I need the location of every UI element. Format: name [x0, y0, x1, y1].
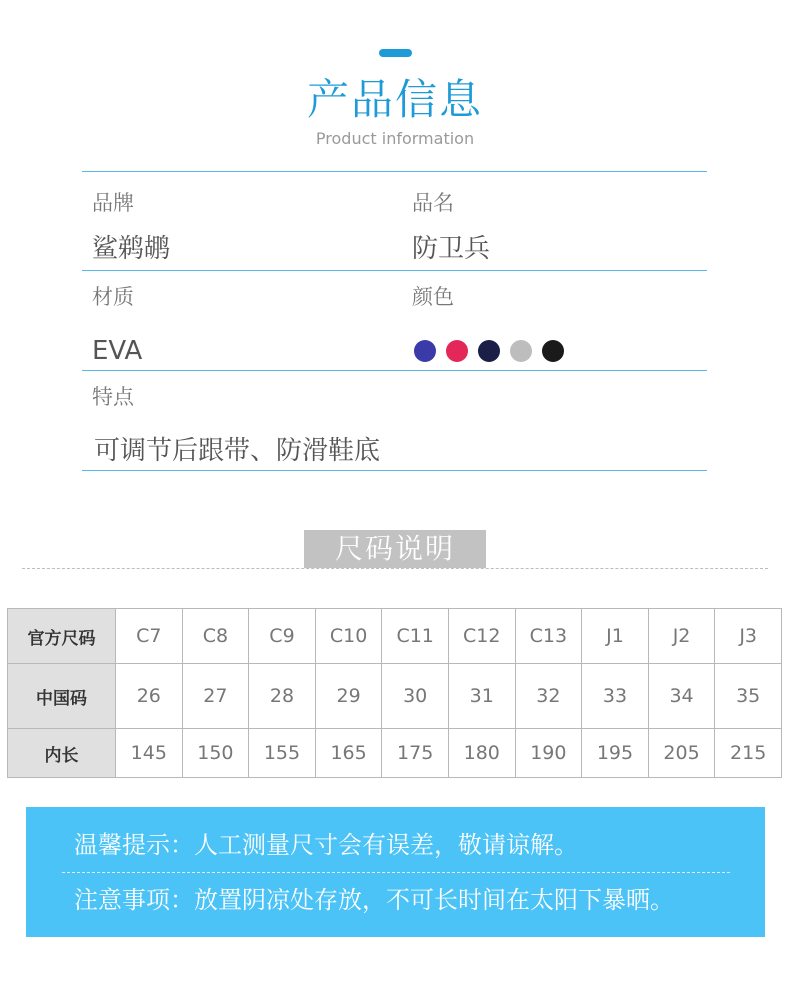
color-swatch: [478, 340, 500, 362]
table-cell: J3: [715, 609, 782, 664]
table-cell: 205: [648, 729, 715, 778]
table-cell: 26: [116, 664, 183, 729]
table-cell: C10: [315, 609, 382, 664]
row-header: 内长: [8, 729, 116, 778]
table-cell: 27: [182, 664, 249, 729]
notice-caution: 注意事项：放置阴凉处存放，不可长时间在太阳下暴晒。: [74, 886, 674, 914]
table-cell: 32: [515, 664, 582, 729]
divider: [82, 270, 707, 271]
table-cell: 155: [249, 729, 316, 778]
brand-label: 品牌: [92, 191, 134, 215]
table-cell: 195: [582, 729, 649, 778]
table-cell: 29: [315, 664, 382, 729]
dashed-divider: [22, 568, 768, 569]
size-section-heading: 尺码说明: [304, 530, 486, 568]
table-cell: 150: [182, 729, 249, 778]
color-swatch: [510, 340, 532, 362]
table-cell: 35: [715, 664, 782, 729]
table-cell: 190: [515, 729, 582, 778]
table-cell: J1: [582, 609, 649, 664]
size-table: [7, 608, 782, 778]
table-row: [8, 609, 782, 664]
material-label: 材质: [92, 285, 134, 309]
table-row: [8, 729, 782, 778]
material-value: EVA: [92, 336, 143, 366]
color-swatch: [414, 340, 436, 362]
color-swatch: [542, 340, 564, 362]
feature-label: 特点: [92, 385, 134, 409]
divider: [82, 171, 707, 172]
table-cell: C9: [249, 609, 316, 664]
table-cell: J2: [648, 609, 715, 664]
table-cell: C13: [515, 609, 582, 664]
table-cell: C11: [382, 609, 449, 664]
divider: [82, 370, 707, 371]
table-cell: 28: [249, 664, 316, 729]
color-label: 颜色: [412, 285, 454, 309]
table-cell: 175: [382, 729, 449, 778]
table-cell: 165: [315, 729, 382, 778]
notice-box: [26, 807, 765, 937]
page-title: 产品信息: [306, 75, 483, 124]
table-cell: 34: [648, 664, 715, 729]
title-accent-bar: [379, 49, 412, 57]
table-cell: 30: [382, 664, 449, 729]
table-cell: C7: [116, 609, 183, 664]
feature-value: 可调节后跟带、防滑鞋底: [94, 436, 381, 466]
page-subtitle: Product information: [315, 129, 475, 148]
table-cell: 145: [116, 729, 183, 778]
table-cell: 33: [582, 664, 649, 729]
row-header: 官方尺码: [8, 609, 116, 664]
table-cell: 215: [715, 729, 782, 778]
table-cell: 180: [448, 729, 515, 778]
brand-value: 鲨鹈鹕: [92, 234, 171, 264]
name-label: 品名: [412, 191, 454, 215]
table-cell: 31: [448, 664, 515, 729]
color-swatch: [446, 340, 468, 362]
table-cell: C8: [182, 609, 249, 664]
table-row: [8, 664, 782, 729]
table-cell: C12: [448, 609, 515, 664]
row-header: 中国码: [8, 664, 116, 729]
notice-tip: 温馨提示：人工测量尺寸会有误差，敬请谅解。: [74, 831, 578, 859]
name-value: 防卫兵: [412, 234, 491, 264]
notice-divider: [62, 872, 730, 873]
divider: [82, 470, 707, 471]
